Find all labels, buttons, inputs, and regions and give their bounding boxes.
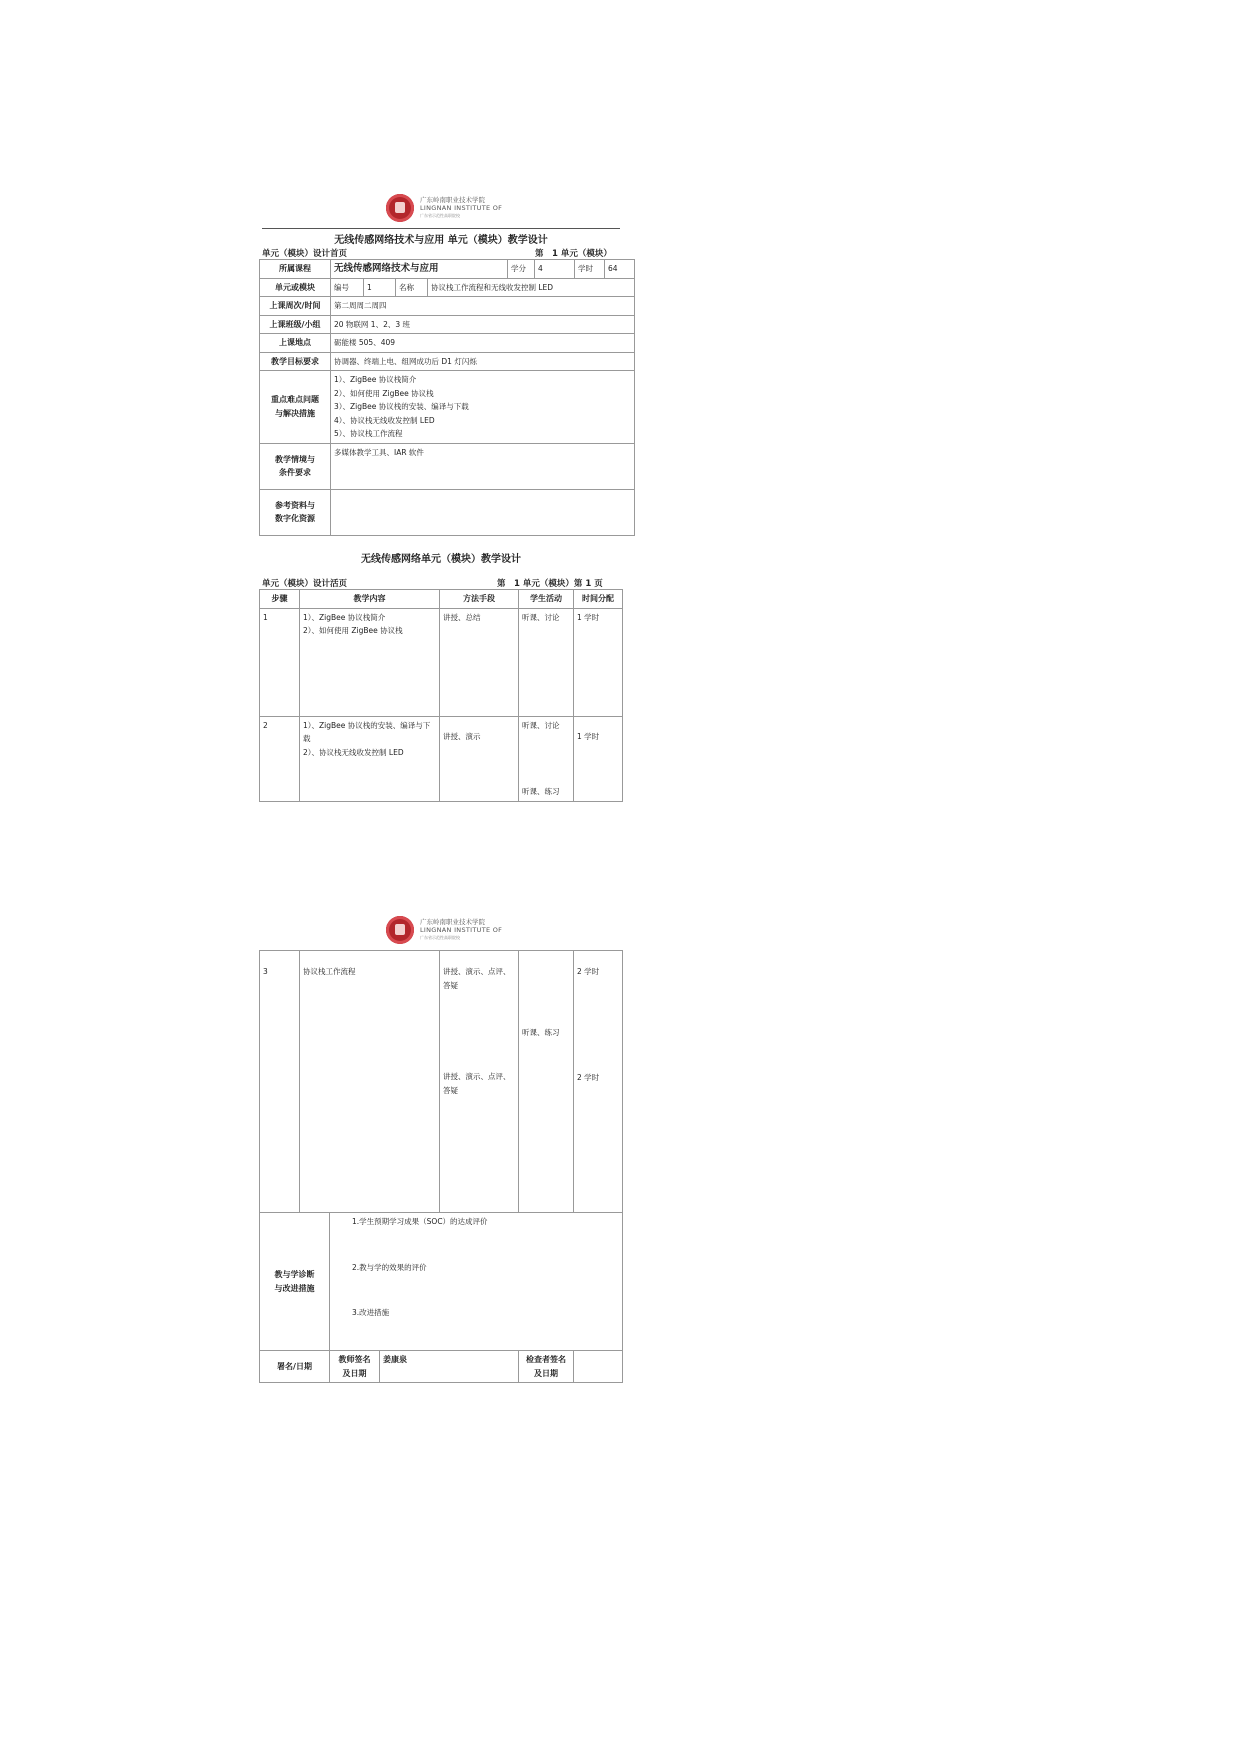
step-activity: 听课、讨论 听课、练习 <box>519 716 574 801</box>
unit-cover-table <box>259 259 635 536</box>
hours-label: 学时 <box>575 260 605 279</box>
school-name-en: LINGNAN INSTITUTE OF <box>420 926 503 934</box>
step-method: 讲授、演示 <box>440 716 519 801</box>
teacher-signature-value: 姜康泉 <box>380 1351 519 1383</box>
unit-name-value: 协议栈工作流程和无线收发控制 LED <box>428 278 635 297</box>
step-method: 讲授、演示、点评、答疑 讲授、演示、点评、答疑 <box>440 951 519 1213</box>
teacher-signature-label: 教师签名 及日期 <box>330 1351 380 1383</box>
hours-value: 64 <box>605 260 635 279</box>
step-time: 1 学时 <box>574 716 623 801</box>
school-subtitle: 广东省示范性高职院校 <box>420 213 460 218</box>
col-header-time: 时间分配 <box>574 590 623 609</box>
school-subtitle: 广东省示范性高职院校 <box>420 935 460 940</box>
diagnosis-list <box>330 1213 623 1351</box>
table-row <box>260 951 623 1213</box>
activity-table-page3 <box>259 950 623 1383</box>
table-row <box>260 1213 623 1351</box>
page2-title: 无线传感网络单元（模块）教学设计 <box>361 554 521 565</box>
step-method: 讲授、总结 <box>440 608 519 716</box>
page2-left-heading: 单元（模块）设计活页 <box>262 579 348 589</box>
key-point-item: 1）、ZigBee 协议栈简介 <box>334 375 417 384</box>
col-header-content: 教学内容 <box>300 590 440 609</box>
week-value: 第二周周二周四 <box>331 297 635 316</box>
checker-signature-label: 检查者签名 及日期 <box>519 1351 574 1383</box>
school-name-en: LINGNAN INSTITUTE OF <box>420 204 503 212</box>
key-point-item: 5）、协议栈工作流程 <box>334 429 403 438</box>
unit-name-label: 名称 <box>396 278 428 297</box>
environment-label: 教学情境与 条件要求 <box>260 443 331 489</box>
checker-signature-value <box>574 1351 623 1383</box>
diagnosis-item: 3.改进措施 <box>352 1308 390 1317</box>
key-point-item: 2）、如何使用 ZigBee 协议栈 <box>334 388 434 398</box>
step-number: 1 <box>260 608 300 716</box>
col-header-activity: 学生活动 <box>519 590 574 609</box>
activity-table-page2 <box>259 589 623 802</box>
step-number: 2 <box>260 716 300 801</box>
col-header-step: 步骤 <box>260 590 300 609</box>
class-label: 上课班级/小组 <box>260 315 331 334</box>
table-row <box>260 608 623 716</box>
school-seal-icon <box>386 916 414 944</box>
unit-label: 单元或模块 <box>260 278 331 297</box>
header-rule <box>262 228 620 229</box>
school-logo <box>386 916 502 944</box>
goal-label: 教学目标要求 <box>260 352 331 371</box>
environment-value: 多媒体教学工具、IAR 软件 <box>331 443 635 489</box>
reference-label: 参考资料与 数字化资源 <box>260 489 331 535</box>
signature-row <box>260 1351 623 1383</box>
step-content: 协议栈工作流程 <box>300 951 440 1213</box>
col-header-method: 方法手段 <box>440 590 519 609</box>
class-value: 20 物联网 1、2、3 班 <box>331 315 635 334</box>
table-row <box>260 716 623 801</box>
goal-value: 协调器、终端上电、组网成功后 D1 灯闪烁 <box>331 352 635 371</box>
credit-label: 学分 <box>508 260 535 279</box>
reference-value <box>331 489 635 535</box>
key-points-list <box>331 371 635 444</box>
credit-value: 4 <box>535 260 575 279</box>
step-number: 3 <box>260 951 300 1213</box>
key-point-item: 3）、ZigBee 协议栈的安装、编译与下载 <box>334 402 469 411</box>
signature-label: 署名/日期 <box>260 1351 330 1383</box>
week-label: 上课周次/时间 <box>260 297 331 316</box>
page2-right-heading: 第 1 单元（模块）第 1 页 <box>497 579 603 589</box>
step-content: 1）、ZigBee 协议栈简介 2）、如何使用 ZigBee 协议栈 <box>300 608 440 716</box>
school-name-cn: 广东岭南职业技术学院 <box>420 918 485 926</box>
step-time: 1 学时 <box>574 608 623 716</box>
unit-no-label: 编号 <box>331 278 364 297</box>
course-value: 无线传感网络技术与应用 <box>331 260 508 279</box>
diagnosis-item: 2.教与学的效果的评价 <box>352 1262 427 1272</box>
diagnosis-item: 1.学生预期学习成果（SOC）的达成评价 <box>352 1217 488 1226</box>
key-points-label: 重点难点问题 与解决措施 <box>260 371 331 444</box>
school-seal-icon <box>386 194 414 222</box>
page1-title: 无线传感网络技术与应用 单元（模块）教学设计 <box>334 235 548 246</box>
school-name-cn: 广东岭南职业技术学院 <box>420 196 485 204</box>
key-point-item: 4）、协议栈无线收发控制 LED <box>334 415 435 425</box>
place-value: 砺能楼 505、409 <box>331 334 635 353</box>
page1-left-heading: 单元（模块）设计首页 <box>262 249 348 259</box>
step-activity: 听课、练习 <box>519 951 574 1213</box>
step-activity: 听课、讨论 <box>519 608 574 716</box>
place-label: 上课地点 <box>260 334 331 353</box>
step-content: 1）、ZigBee 协议栈的安装、编译与下载 2）、协议栈无线收发控制 LED <box>300 716 440 801</box>
page1-right-heading: 第 1 单元（模块） <box>535 249 612 259</box>
course-label: 所属课程 <box>260 260 331 279</box>
diagnosis-label: 教与学诊断 与改进措施 <box>260 1213 330 1351</box>
step-time: 2 学时 2 学时 <box>574 951 623 1213</box>
school-logo <box>386 194 502 222</box>
unit-no-value: 1 <box>364 278 396 297</box>
